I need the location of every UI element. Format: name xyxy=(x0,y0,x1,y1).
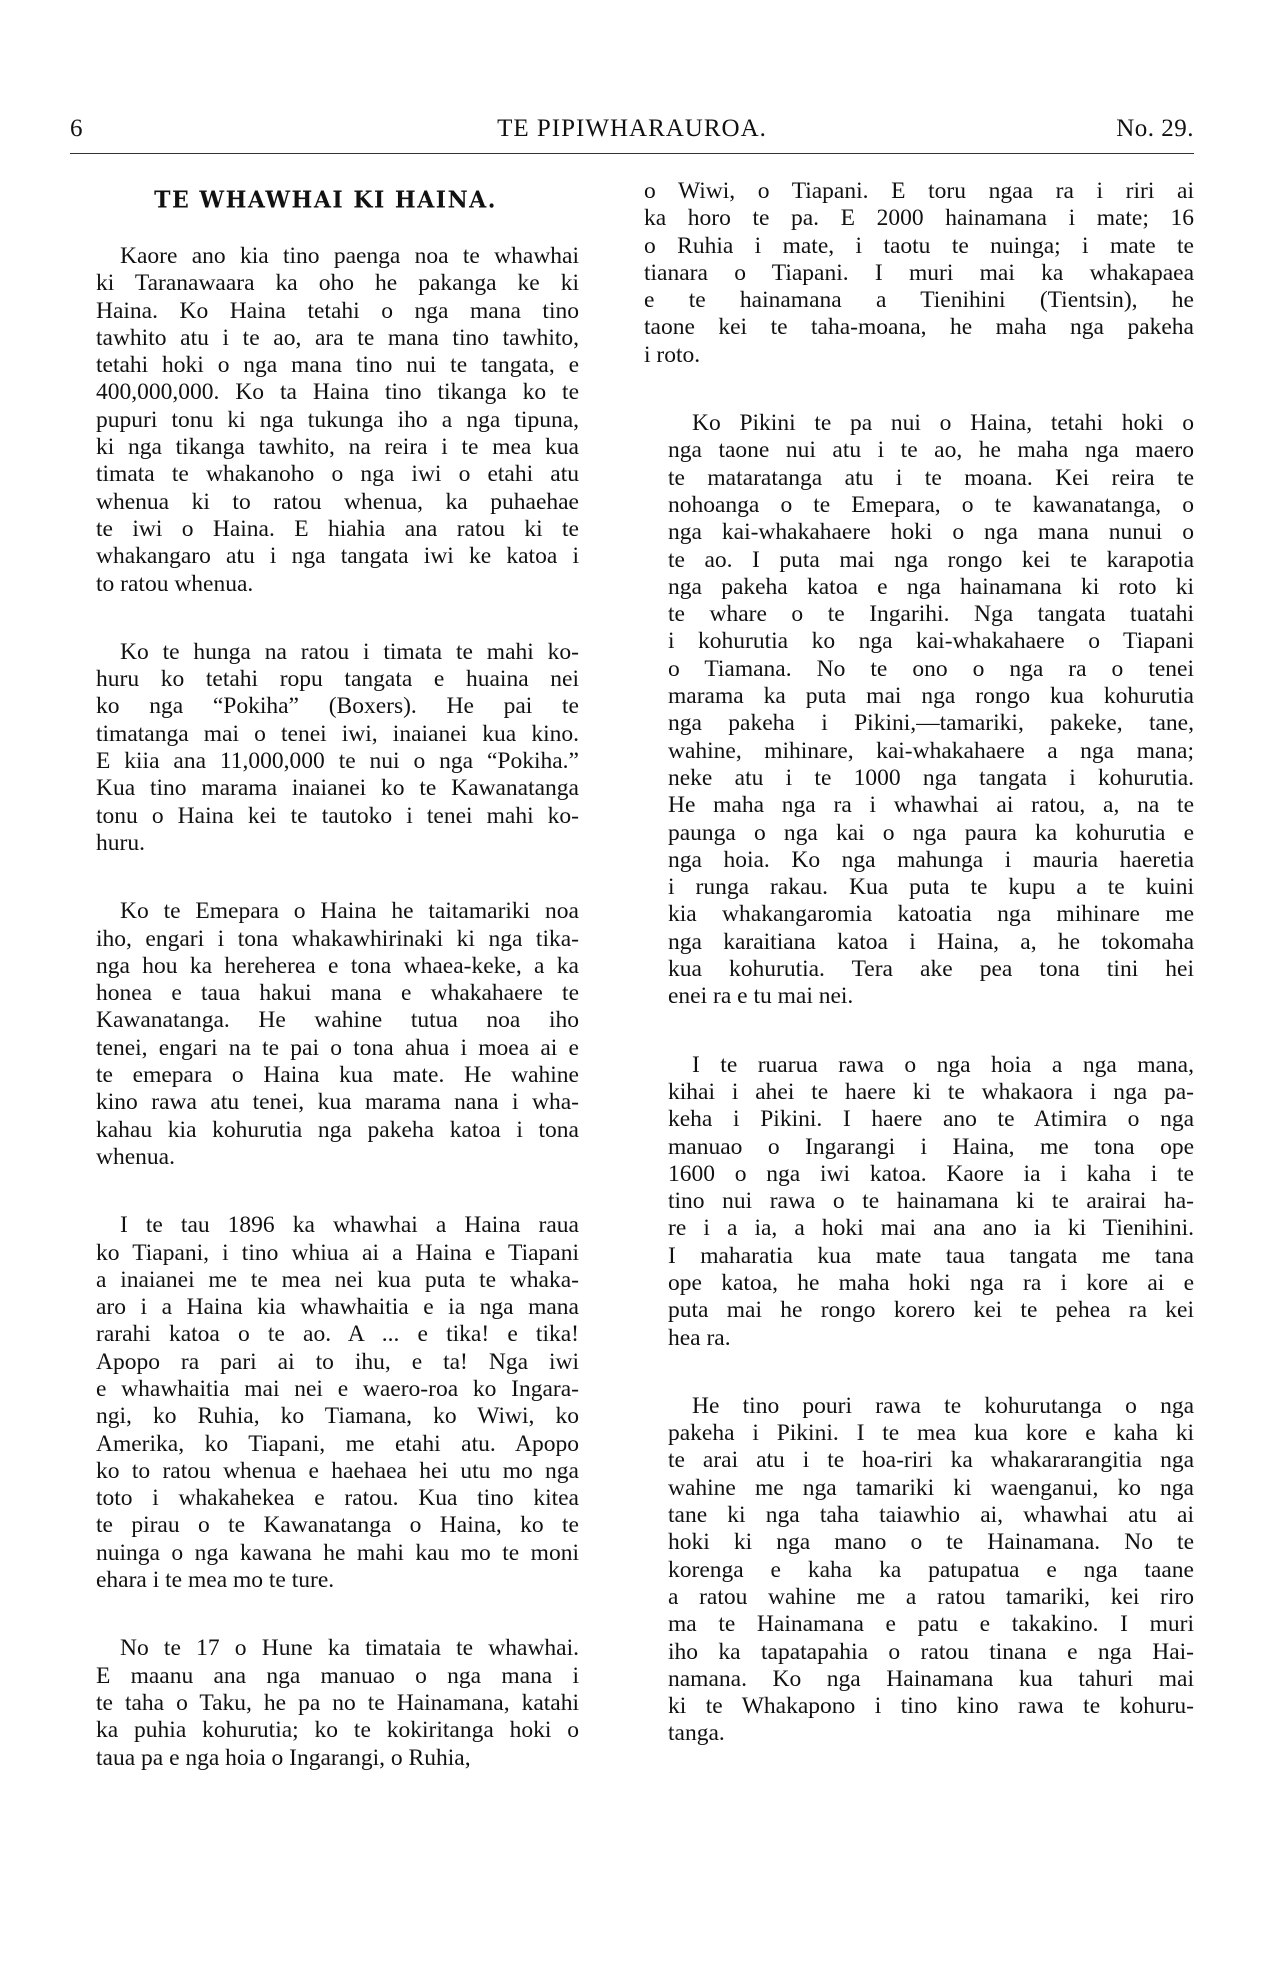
text-line: rarahi katoa o te ao. A ... e tika! e tika! xyxy=(96,1321,579,1348)
text-line: kua kohurutia. Tera ake pea tona tini hei xyxy=(668,956,1194,983)
text-line: nga karaitiana katoa i Haina, a, he tokomaha xyxy=(668,928,1194,955)
text-line: nuinga o nga kawana he mahi kau mo te moni xyxy=(96,1539,579,1566)
text-line: te ao. I puta mai nga rongo kei te karapotia xyxy=(668,546,1194,573)
text-line: ngi, ko Ruhia, ko Tiamana, ko Wiwi, ko xyxy=(96,1403,579,1430)
text-line: ki Taranawaara ka oho he pakanga ke ki xyxy=(96,270,579,297)
text-line: a ratou wahine me a ratou tamariki, kei riro xyxy=(668,1583,1194,1610)
text-line: ko Tiapani, i tino whiua ai a Haina e Tiapani xyxy=(96,1239,579,1266)
left-column-paragraphs xyxy=(72,243,579,1772)
text-line: i runga rakau. Kua puta te kupu a te kuini xyxy=(668,874,1194,901)
paragraph xyxy=(644,410,1194,1011)
text-line: korenga e kaha ka patupatua e nga taane xyxy=(668,1556,1194,1583)
text-line: tawhito atu i te ao, ara te mana tino tawhito, xyxy=(96,324,579,351)
text-line: tane ki nga taha taiawhio ai, whawhai atu ai xyxy=(668,1502,1194,1529)
text-line: i kohurutia ko nga kai-whakahaere o Tiapani xyxy=(668,628,1194,655)
text-line: ka horo te pa. E 2000 hainamana i mate; 16 xyxy=(644,205,1194,232)
text-line: whakangaro atu i nga tangata iwi ke katoa i xyxy=(96,543,579,570)
text-line: Kaore ano kia tino paenga noa te whawhai xyxy=(120,243,579,269)
text-line: tenei, engari na te pai o tona ahua i moea ai e xyxy=(96,1034,579,1061)
text-line: Haina. Ko Haina tetahi o nga mana tino xyxy=(96,297,579,324)
paragraph xyxy=(72,639,579,857)
text-line: Amerika, ko Tiapani, me etahi atu. Apopo xyxy=(96,1430,579,1457)
text-line: I maharatia kua mate taua tangata me tana xyxy=(668,1242,1194,1269)
text-line: No te 17 o Hune ka timataia te whawhai. xyxy=(120,1635,579,1662)
text-line: ma te Hainamana e patu e takakino. I muri xyxy=(668,1611,1194,1638)
text-line: I te tau 1896 ka whawhai a Haina raua xyxy=(120,1212,579,1239)
text-line: Ko te Emepara o Haina he taitamariki noa xyxy=(120,898,579,925)
text-line: e te hainamana a Tienihini (Tientsin), he xyxy=(644,287,1194,314)
text-line: tanga. xyxy=(668,1720,725,1747)
text-line: taone kei te taha-moana, he maha nga pakeha xyxy=(644,314,1194,341)
text-line: re i a ia, a hoki mai ana ano ia ki Tienihini. xyxy=(668,1215,1194,1242)
left-column xyxy=(72,178,579,1772)
text-line: pakeha i Pikini. I te mea kua kore e kaha ki xyxy=(668,1420,1194,1447)
text-line: marama ka puta mai nga rongo kua kohurutia xyxy=(668,683,1194,710)
text-line: tino nui rawa o te hainamana ki te arairai ha- xyxy=(668,1188,1194,1215)
paragraph xyxy=(72,243,579,598)
text-line: ko to ratou whenua e haehaea hei utu mo nga xyxy=(96,1457,579,1484)
text-line: He tino pouri rawa te kohurutanga o nga xyxy=(692,1392,1194,1419)
text-line: Ko Pikini te pa nui o Haina, tetahi hoki o xyxy=(692,410,1194,437)
text-line: I te ruarua rawa o nga hoia a nga mana, xyxy=(692,1051,1194,1078)
text-line: He maha nga ra i whawhai ai ratou, a, na te xyxy=(668,792,1194,819)
running-head xyxy=(70,112,1194,146)
text-line: nga pakeha i Pikini,—tamariki, pakeke, tane, xyxy=(668,710,1194,737)
text-line: nga pakeha katoa e nga hainamana ki roto ki xyxy=(668,573,1194,600)
text-line: nga hoia. Ko nga mahunga i mauria haeretia xyxy=(668,846,1194,873)
text-line: a inaianei me te mea nei kua puta te whaka- xyxy=(96,1266,579,1293)
text-line: te pirau o te Kawanatanga o Haina, ko te xyxy=(96,1512,579,1539)
text-line: pupuri tonu ki nga tukunga iho a nga tipuna, xyxy=(96,406,579,433)
text-line: o Ruhia i mate, i taotu te nuinga; i mate te xyxy=(644,232,1194,259)
text-line: iho ka tapatapahia o ratou tinana e nga Hai- xyxy=(668,1638,1194,1665)
text-line: ko nga “Pokiha” (Boxers). He pai te xyxy=(96,693,579,720)
paragraph xyxy=(644,1052,1194,1352)
text-line: wahine, mihinare, kai-whakahaere a nga mana; xyxy=(668,737,1194,764)
text-line: kihai i ahei te haere ki te whakaora i nga pa- xyxy=(668,1078,1194,1105)
text-line: aro i a Haina kia whawhaitia e ia nga mana xyxy=(96,1294,579,1321)
text-line: toto i whakahekea e ratou. Kua tino kitea xyxy=(96,1485,579,1512)
article-title: TE WHAWHAI KI HAINA. xyxy=(154,186,497,214)
text-line: i roto. xyxy=(644,341,701,368)
text-line: nga hou ka hereherea e tona whaea-keke, a ka xyxy=(96,952,579,979)
text-line: Kawanatanga. He wahine tutua noa iho xyxy=(96,1007,579,1034)
text-line: enei ra e tu mai nei. xyxy=(668,983,854,1010)
text-line: hea ra. xyxy=(668,1324,731,1351)
right-column-paragraphs xyxy=(644,178,1194,1748)
text-line: iho, engari i tona whakawhirinaki ki nga tika- xyxy=(96,925,579,952)
text-line: tonu o Haina kei te tautoko i tenei mahi ko- xyxy=(96,802,579,829)
text-line: whenua ki to ratou whenua, ka puhaehae xyxy=(96,488,579,515)
text-line: ki te Whakapono i tino kino rawa te kohuru- xyxy=(668,1693,1194,1720)
text-line: ki nga tikanga tawhito, na reira i te mea kua xyxy=(96,434,579,461)
text-line: e whawhaitia mai nei e waero-roa ko Ingara- xyxy=(96,1375,579,1402)
text-line: Ko te hunga na ratou i timata te mahi ko- xyxy=(120,638,579,665)
paragraph xyxy=(644,178,1194,369)
text-line: nohoanga o te Emepara, o te kawanatanga, o xyxy=(668,491,1194,518)
text-line: kino rawa atu tenei, kua marama nana i wha- xyxy=(96,1089,579,1116)
text-line: honea e taua hakui mana e whakahaere te xyxy=(96,980,579,1007)
text-line: te emepara o Haina kua mate. He wahine xyxy=(96,1062,579,1089)
text-line: nga kai-whakahaere hoki o nga mana nunui o xyxy=(668,519,1194,546)
text-line: tetahi hoki o nga mana tino nui te tangata, e xyxy=(96,352,579,379)
text-line: te whare o te Ingarihi. Nga tangata tuatahi xyxy=(668,601,1194,628)
right-column xyxy=(644,178,1194,1748)
paragraph xyxy=(72,898,579,1171)
text-line: kahau kia kohurutia nga pakeha katoa i tona xyxy=(96,1116,579,1143)
text-line: keha i Pikini. I haere ano te Atimira o nga xyxy=(668,1106,1194,1133)
paragraph xyxy=(72,1212,579,1594)
text-line: huru. xyxy=(96,829,145,856)
text-line: Apopo ra pari ai to ihu, e ta! Nga iwi xyxy=(96,1348,579,1375)
text-line: Kua tino marama inaianei ko te Kawanatanga xyxy=(96,775,579,802)
text-line: huru ko tetahi ropu tangata e huaina nei xyxy=(96,666,579,693)
text-line: 400,000,000. Ko ta Haina tino tikanga ko te xyxy=(96,379,579,406)
text-line: nga taone nui atu i te ao, he maha nga maero xyxy=(668,437,1194,464)
text-line: whenua. xyxy=(96,1143,175,1170)
publication-title: TE PIPIWHARAUROA. xyxy=(497,115,767,142)
text-line: tianara o Tiapani. I muri mai ka whakapaea xyxy=(644,259,1194,286)
text-line: te iwi o Haina. E hiahia ana ratou ki te xyxy=(96,515,579,542)
text-line: te taha o Taku, he pa no te Hainamana, katahi xyxy=(96,1689,579,1716)
text-line: hoki ki nga mano o te Hainamana. No te xyxy=(668,1529,1194,1556)
text-line: te arai atu i te hoa-riri ka whakararangitia nga xyxy=(668,1447,1194,1474)
paragraph xyxy=(72,1635,579,1771)
text-line: timata te whakanoho o nga iwi o etahi atu xyxy=(96,461,579,488)
text-line: ka puhia kohurutia; ko te kokiritanga hoki o xyxy=(96,1717,579,1744)
text-line: ehara i te mea mo te ture. xyxy=(96,1567,335,1594)
header-rule xyxy=(70,153,1194,154)
text-line: taua pa e nga hoia o Ingarangi, o Ruhia, xyxy=(96,1744,471,1771)
page-number: 6 xyxy=(70,115,83,142)
text-line: to ratou whenua. xyxy=(96,570,254,597)
paragraph xyxy=(644,1393,1194,1748)
text-line: te mataratanga atu i te moana. Kei reira te xyxy=(668,464,1194,491)
text-line: o Wiwi, o Tiapani. E toru ngaa ra i riri ai xyxy=(644,178,1194,204)
text-line: ope katoa, he maha hoki nga ra i kore ai e xyxy=(668,1269,1194,1296)
text-line: paunga o nga kai o nga paura ka kohurutia e xyxy=(668,819,1194,846)
text-line: kia whakangaromia katoatia nga mihinare me xyxy=(668,901,1194,928)
text-line: namana. Ko nga Hainamana kua tahuri mai xyxy=(668,1665,1194,1692)
text-line: E maanu ana nga manuao o nga mana i xyxy=(96,1662,579,1689)
text-line: wahine me nga tamariki ki waenganui, ko nga xyxy=(668,1474,1194,1501)
text-line: E kiia ana 11,000,000 te nui o nga “Pokiha.” xyxy=(96,748,579,775)
text-line: 1600 o nga iwi katoa. Kaore ia i kaha i te xyxy=(668,1160,1194,1187)
text-line: o Tiamana. No te ono o nga ra o tenei xyxy=(668,655,1194,682)
issue-number: No. 29. xyxy=(1116,115,1194,142)
text-line: puta mai he rongo korero kei te pehea ra kei xyxy=(668,1297,1194,1324)
text-line: manuao o Ingarangi i Haina, me tona ope xyxy=(668,1133,1194,1160)
text-line: neke atu i te 1000 nga tangata i kohurutia. xyxy=(668,764,1194,791)
text-line: timatanga mai o tenei iwi, inaianei kua kino. xyxy=(96,720,579,747)
